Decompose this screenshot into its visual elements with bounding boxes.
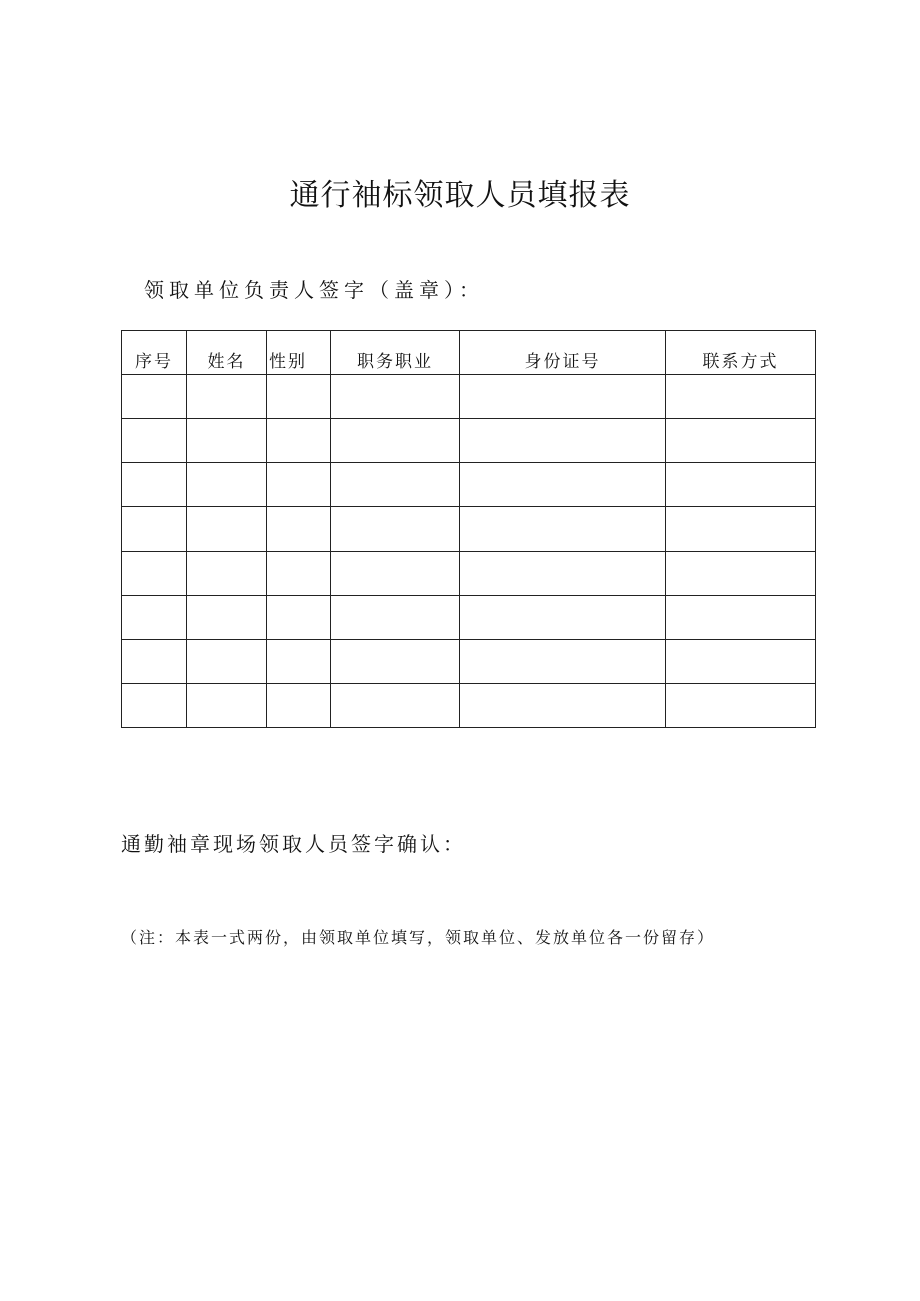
table-cell[interactable] [460, 683, 666, 727]
table-row [122, 551, 816, 595]
column-header-gender: 性别 [267, 331, 331, 375]
table-cell[interactable] [331, 595, 460, 639]
table-cell[interactable] [122, 639, 187, 683]
table-row [122, 375, 816, 419]
table-cell[interactable] [666, 507, 816, 551]
table-cell[interactable] [331, 419, 460, 463]
table-cell[interactable] [666, 683, 816, 727]
table-cell[interactable] [331, 507, 460, 551]
table-cell[interactable] [122, 507, 187, 551]
table-cell[interactable] [187, 419, 267, 463]
table-row [122, 463, 816, 507]
table-cell[interactable] [187, 595, 267, 639]
table-row [122, 507, 816, 551]
column-header-position: 职务职业 [331, 331, 460, 375]
table-row [122, 639, 816, 683]
table-cell[interactable] [460, 639, 666, 683]
table-row [122, 419, 816, 463]
table-cell[interactable] [267, 639, 331, 683]
unit-signature-label: 领取单位负责人签字（盖章）： [144, 278, 484, 302]
table-cell[interactable] [666, 595, 816, 639]
table-cell[interactable] [122, 419, 187, 463]
table-cell[interactable] [666, 375, 816, 419]
table-cell[interactable] [267, 683, 331, 727]
table-cell[interactable] [666, 551, 816, 595]
column-header-serial: 序号 [122, 331, 187, 375]
table-cell[interactable] [331, 683, 460, 727]
table-cell[interactable] [460, 595, 666, 639]
column-header-name: 姓名 [187, 331, 267, 375]
table-cell[interactable] [122, 595, 187, 639]
onsite-signature-label: 通勤袖章现场领取人员签字确认： [121, 832, 466, 856]
table-cell[interactable] [267, 419, 331, 463]
table-cell[interactable] [187, 507, 267, 551]
table-cell[interactable] [187, 683, 267, 727]
table-cell[interactable] [460, 419, 666, 463]
column-header-id-number: 身份证号 [460, 331, 666, 375]
table-cell[interactable] [187, 551, 267, 595]
table-cell[interactable] [122, 551, 187, 595]
table-cell[interactable] [460, 375, 666, 419]
document-title: 通行袖标领取人员填报表 [289, 178, 631, 213]
table-cell[interactable] [267, 375, 331, 419]
table-cell[interactable] [331, 551, 460, 595]
footnote: （注：本表一式两份，由领取单位填写，领取单位、发放单位各一份留存） [121, 928, 716, 947]
table-header-row [122, 331, 816, 375]
table-cell[interactable] [187, 639, 267, 683]
table-cell[interactable] [267, 507, 331, 551]
table-cell[interactable] [187, 375, 267, 419]
table-cell[interactable] [331, 463, 460, 507]
table-cell[interactable] [666, 419, 816, 463]
table-cell[interactable] [187, 463, 267, 507]
table-cell[interactable] [460, 551, 666, 595]
table-cell[interactable] [122, 463, 187, 507]
table-cell[interactable] [666, 639, 816, 683]
table-cell[interactable] [331, 375, 460, 419]
table-row [122, 595, 816, 639]
table-cell[interactable] [460, 507, 666, 551]
table-row [122, 683, 816, 727]
table-cell[interactable] [666, 463, 816, 507]
registration-table [121, 330, 816, 728]
table-cell[interactable] [267, 595, 331, 639]
table-cell[interactable] [267, 551, 331, 595]
column-header-contact: 联系方式 [666, 331, 816, 375]
table-cell[interactable] [460, 463, 666, 507]
table-cell[interactable] [122, 683, 187, 727]
table-cell[interactable] [267, 463, 331, 507]
table-cell[interactable] [122, 375, 187, 419]
table-cell[interactable] [331, 639, 460, 683]
